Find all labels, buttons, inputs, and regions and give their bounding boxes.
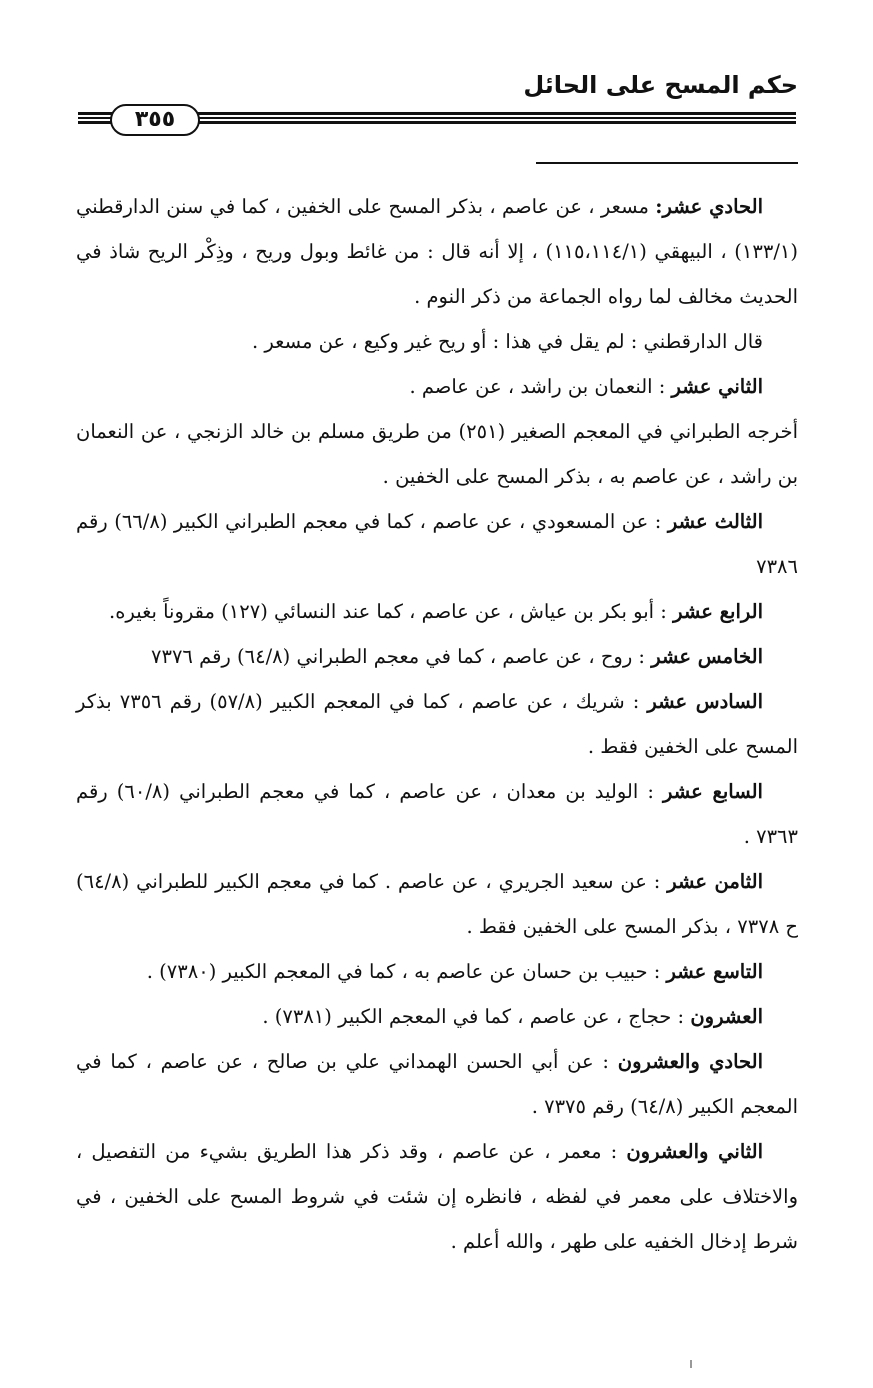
paragraph-text: : معمر ، عن عاصم ، وقد ذكر هذا الطريق بشيء من التفصيل ، والاختلاف على معمر في لفظه ، فانظره إن شئت في شروط المسح على الخفين ، في شرط إدخال الخفيه على طهر ، والله أعلم . (76, 1140, 798, 1253)
paragraph-daraqutni-note (76, 319, 798, 364)
paragraph-11 (76, 184, 798, 319)
paragraph-13 (76, 499, 798, 589)
paragraph-15 (76, 634, 798, 679)
paragraph-21 (76, 1039, 798, 1129)
paragraph-label: العشرون (690, 1005, 763, 1028)
paragraph-12-takhrij (76, 409, 798, 499)
header-rule (78, 104, 796, 134)
page-number: ٣٥٥ (110, 104, 200, 136)
running-title: حكم المسح على الحائل (523, 71, 798, 99)
paragraph-text: مسعر ، عن عاصم ، بذكر المسح على الخفين ، كما في سنن الدارقطني (١٣٣/١) ، البيهقي (١١٥،١١٤/١) ، إلا أنه قال : من غائط وبول وريح ، وذِكْر الريح شاذ في الحديث مخالف لما رواه الجماعة من ذكر النوم . (76, 195, 798, 308)
paragraph-label: السادس عشر (647, 690, 763, 713)
paragraph-20 (76, 994, 798, 1039)
paragraph-17 (76, 769, 798, 859)
paragraph-text: : شريك ، عن عاصم ، كما في المعجم الكبير (٥٧/٨) رقم ٧٣٥٦ بذكر المسح على الخفين فقط . (76, 690, 798, 758)
paragraph-label: الثاني والعشرون (626, 1140, 764, 1163)
paragraph-label: الخامس عشر (651, 645, 763, 668)
paragraph-22 (76, 1129, 798, 1264)
paragraph-text: قال الدارقطني : لم يقل في هذا : أو ريح غير وكيع ، عن مسعر . (252, 330, 763, 353)
paragraph-label: الحادي والعشرون (617, 1050, 764, 1073)
paragraph-19 (76, 949, 798, 994)
paragraph-16 (76, 679, 798, 769)
paragraph-18 (76, 859, 798, 949)
paragraph-12 (76, 364, 798, 409)
paragraph-text: : عن سعيد الجريري ، عن عاصم . كما في معجم الكبير للطبراني (٦٤/٨) ح ٧٣٧٨ ، بذكر المسح على الخفين فقط . (76, 870, 798, 938)
paragraph-label: السابع عشر (663, 780, 763, 803)
paragraph-text: : عن المسعودي ، عن عاصم ، كما في معجم الطبراني الكبير (٦٦/٨) رقم ٧٣٨٦ (76, 510, 798, 578)
paragraph-text: : أبو بكر بن عياش ، عن عاصم ، كما عند النسائي (١٢٧) مقروناً بغيره. (109, 600, 674, 623)
paragraph-label: الحادي عشر: (655, 195, 763, 218)
paragraph-label: التاسع عشر (666, 960, 763, 983)
separator-rule (536, 162, 798, 164)
paragraph-text: : الوليد بن معدان ، عن عاصم ، كما في معجم الطبراني (٦٠/٨) رقم ٧٣٦٣ . (76, 780, 798, 848)
paragraph-text: : عن أبي الحسن الهمداني علي بن صالح ، عن عاصم ، كما في المعجم الكبير (٦٤/٨) رقم ٧٣٧٥ . (76, 1050, 798, 1118)
body-text (76, 184, 798, 1264)
paragraph-text: : روح ، عن عاصم ، كما في معجم الطبراني (٦٤/٨) رقم ٧٣٧٦ (151, 645, 652, 668)
paragraph-label: الرابع عشر (673, 600, 763, 623)
paragraph-label: الثالث عشر (667, 510, 763, 533)
paragraph-text: : حجاج ، عن عاصم ، كما في المعجم الكبير (٧٣٨١) . (262, 1005, 691, 1028)
scan-speck (690, 1360, 692, 1368)
paragraph-label: الثاني عشر (671, 375, 763, 398)
paragraph-14 (76, 589, 798, 634)
paragraph-text: : النعمان بن راشد ، عن عاصم . (409, 375, 672, 398)
paragraph-text: : حبيب بن حسان عن عاصم به ، كما في المعجم الكبير (٧٣٨٠) . (146, 960, 667, 983)
paragraph-text: أخرجه الطبراني في المعجم الصغير (٢٥١) من طريق مسلم بن خالد الزنجي ، عن النعمان بن راشد ، عن عاصم به ، بذكر المسح على الخفين . (76, 420, 799, 488)
paragraph-label: الثامن عشر (667, 870, 763, 893)
